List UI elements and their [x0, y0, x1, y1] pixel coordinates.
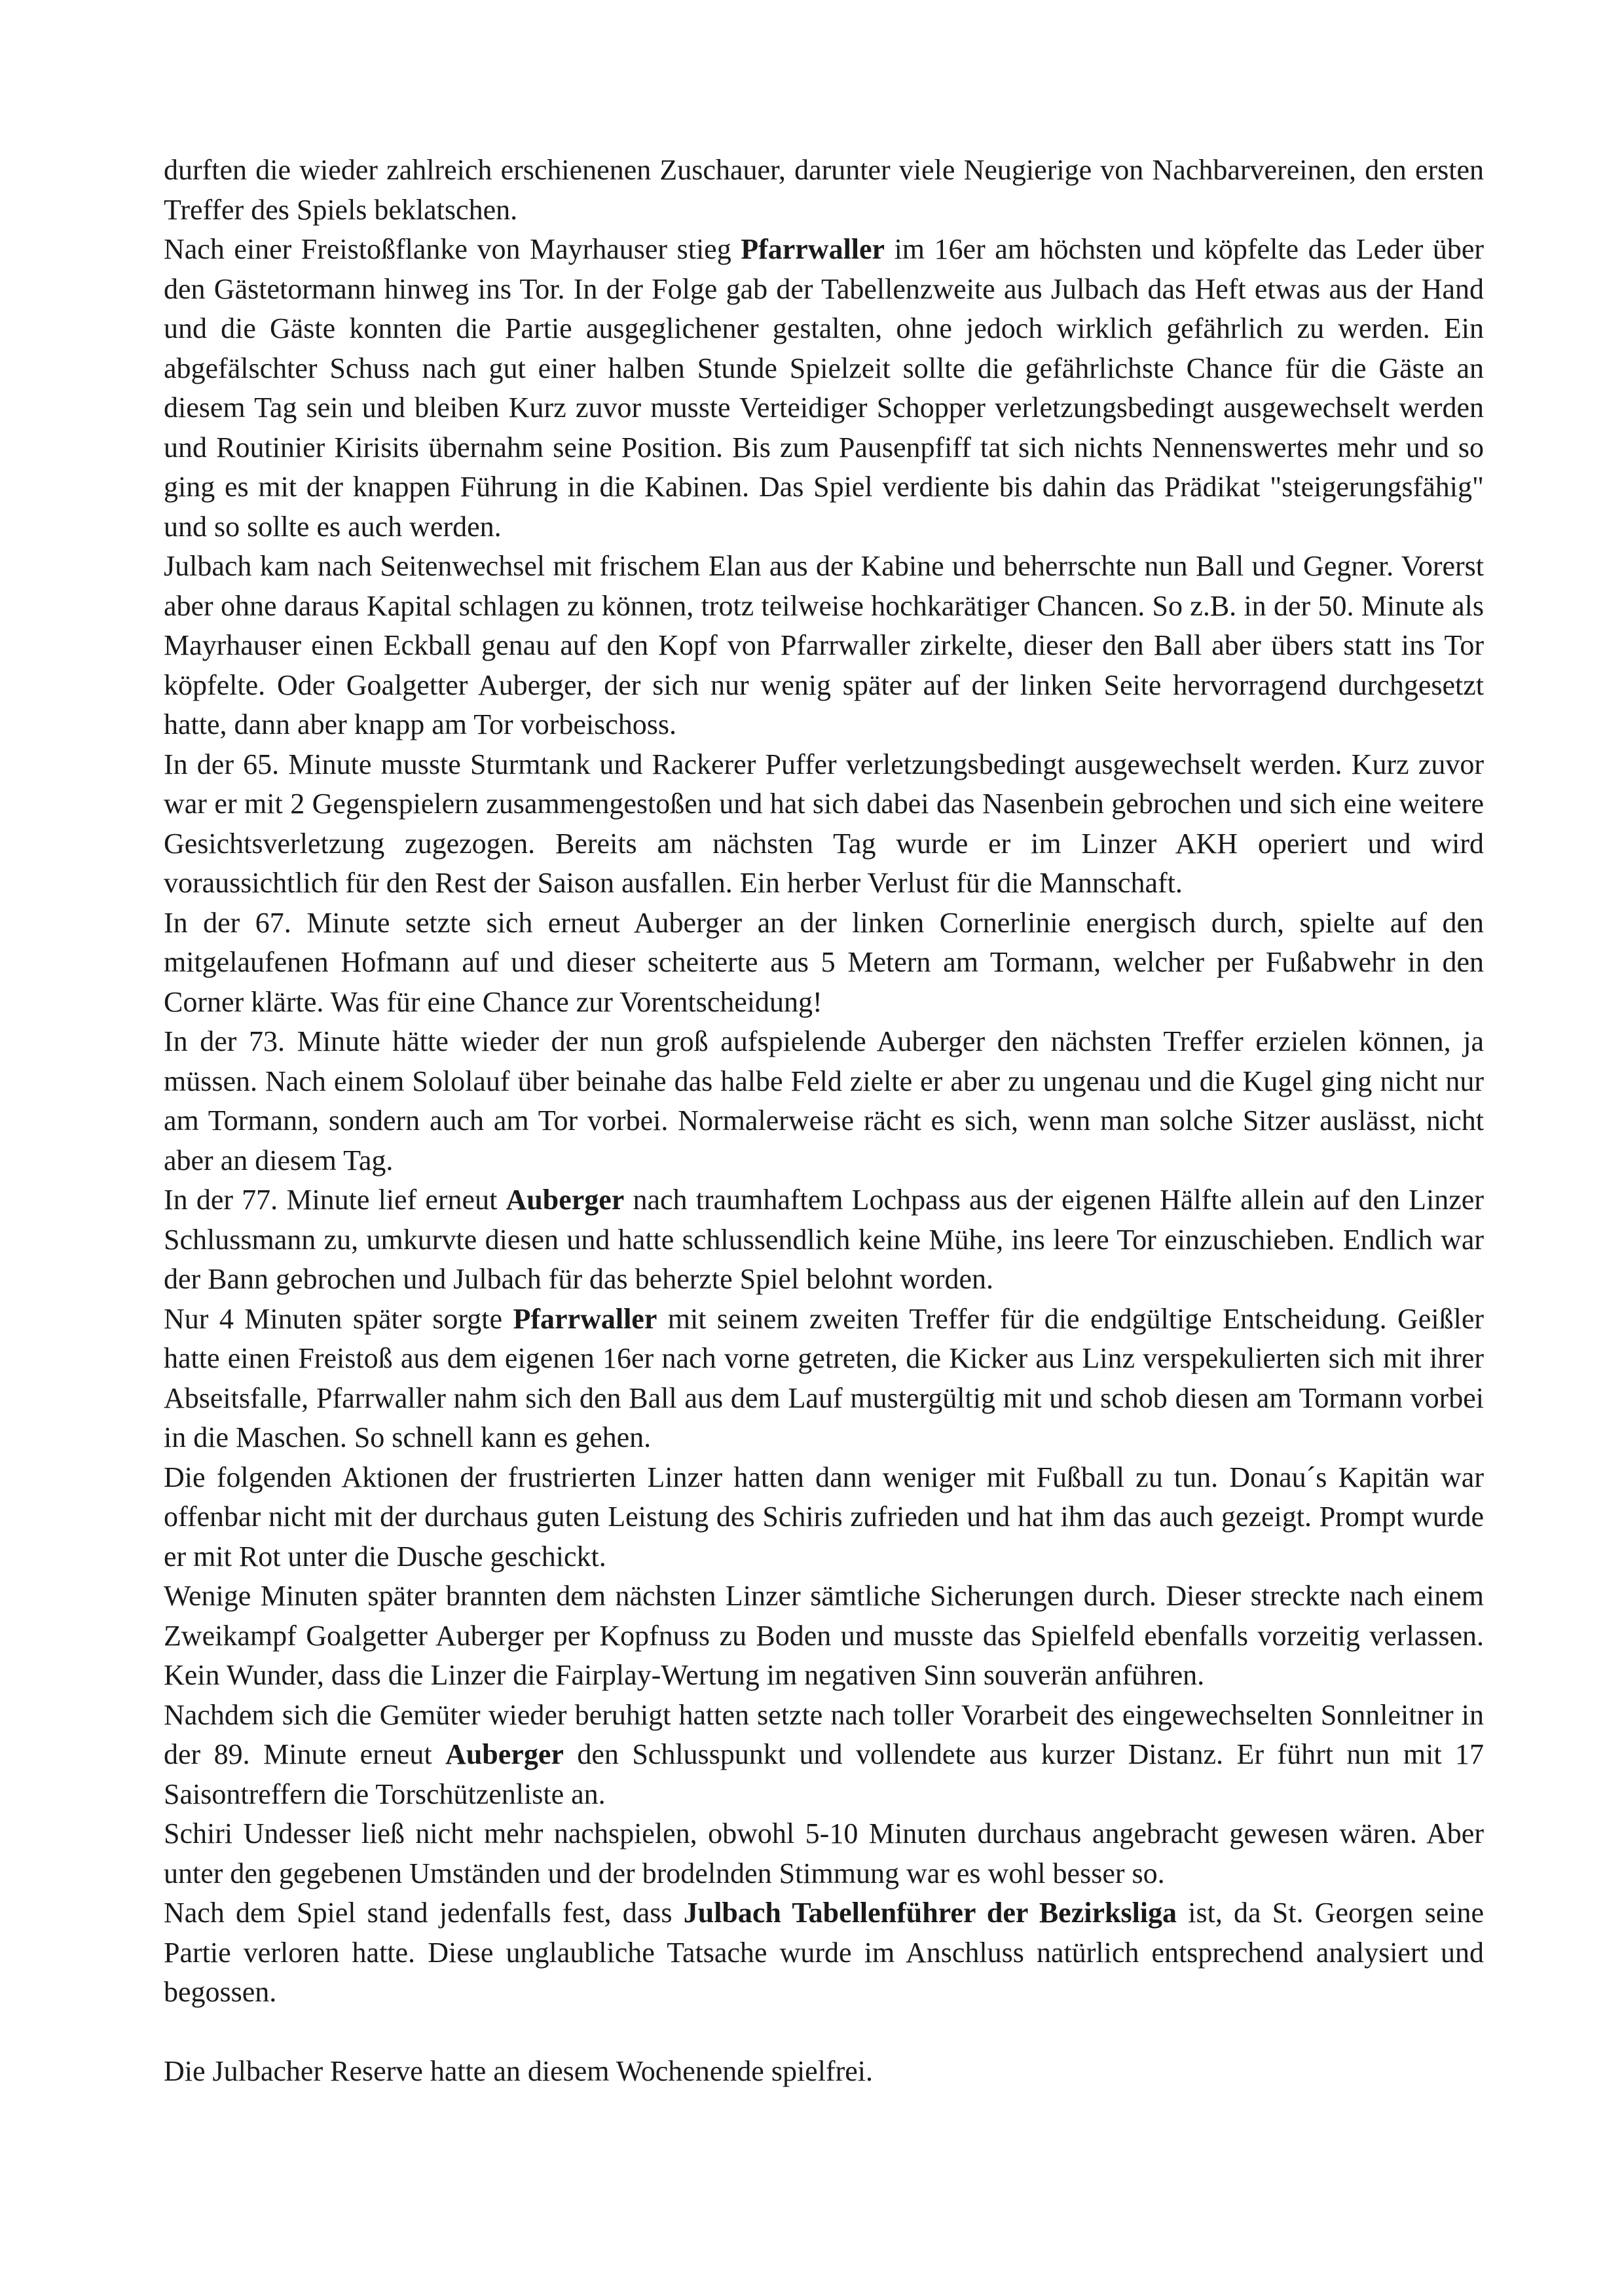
text-run: Nachdem sich die Gemüter wieder beruhigt hatten setzte nach toller Vorarbeit des eingewechselten Sonnleitner in der 89. Minute erneut	[164, 1698, 1484, 1770]
text-run: Die Julbacher Reserve hatte an diesem Wochenende spielfrei.	[164, 2054, 873, 2087]
paragraph-9	[164, 1458, 1484, 1577]
text-run: Wenige Minuten später brannten dem nächsten Linzer sämtliche Sicherungen durch. Dieser streckte nach einem Zweikampf Goalgetter Auberger per Kopfnuss zu Boden und musste das Spielfeld ebenfalls vorzeitig verlassen. Kein Wunder, dass die Linzer die Fairplay-Wertung im negativen Sinn souverän anführen.	[164, 1580, 1484, 1691]
text-run: mit seinem zweiten Treffer für die endgültige Entscheidung. Geißler hatte einen Freistoß aus dem eigenen 16er nach vorne getreten, die Kicker aus Linz verspekulierten sich mit ihrer Abseitsfalle, Pfarrwaller nahm sich den Ball aus dem Lauf mustergültig mit und schob diesen am Tormann vorbei in die Maschen. So schnell kann es gehen.	[164, 1302, 1484, 1453]
text-run: nach traumhaftem Lochpass aus der eigenen Hälfte allein auf den Linzer Schlussmann zu, umkurvte diesen und hatte schlussendlich keine Mühe, ins leere Tor einzuschieben. Endlich war der Bann gebrochen und Julbach für das beherzte Spiel belohnt worden.	[164, 1184, 1484, 1295]
paragraph-2	[164, 230, 1484, 547]
text-run: In der 65. Minute musste Sturmtank und Rackerer Puffer verletzungsbedingt ausgewechselt werden. Kurz zuvor war er mit 2 Gegenspielern zusammengestoßen und hat sich dabei das Nasenbein gebrochen und sich eine weitere Gesichtsverletzung zugezogen. Bereits am nächsten Tag wurde er im Linzer AKH operiert und wird voraussichtlich für den Rest der Saison ausfallen. Ein herber Verlust für die Mannschaft.	[164, 748, 1484, 899]
text-run: im 16er am höchsten und köpfelte das Leder über den Gästetormann hinweg ins Tor. In der Folge gab der Tabellenzweite aus Julbach das Heft etwas aus der Hand und die Gäste konnten die Partie ausgeglichener gestalten, ohne jedoch wirklich gefährlich zu werden. Ein abgefälschter Schuss nach gut einer halben Stunde Spielzeit sollte die gefährlichste Chance für die Gäste an diesem Tag sein und bleiben Kurz zuvor musste Verteidiger Schopper verletzungsbedingt ausgewechselt werden und Routinier Kirisits übernahm seine Position. Bis zum Pausenpfiff tat sich nichts Nennenswertes mehr und so ging es mit der knappen Führung in die Kabinen. Das Spiel verdiente bis dahin das Prädikat "steigerungsfähig" und so sollte es auch werden.	[164, 233, 1484, 543]
paragraph-7	[164, 1180, 1484, 1300]
paragraph-6	[164, 1022, 1484, 1180]
paragraph-4	[164, 745, 1484, 903]
player-name-bold: Auberger	[506, 1184, 625, 1216]
player-name-bold: Auberger	[445, 1738, 564, 1770]
text-run: durften die wieder zahlreich erschienenen Zuschauer, darunter viele Neugierige von Nachbarvereinen, den ersten Treffer des Spiels beklatschen.	[164, 154, 1484, 226]
text-run: In der 77. Minute lief erneut	[164, 1184, 506, 1216]
paragraph-12	[164, 1814, 1484, 1893]
player-name-bold: Pfarrwaller	[513, 1302, 657, 1335]
text-run: den Schlusspunkt und vollendete aus kurzer Distanz. Er führt nun mit 17 Saisontreffern die Torschützenliste an.	[164, 1738, 1485, 1810]
paragraph-8	[164, 1300, 1484, 1458]
paragraph-1	[164, 151, 1484, 230]
player-name-bold: Pfarrwaller	[741, 233, 885, 265]
text-run: Die folgenden Aktionen der frustrierten Linzer hatten dann weniger mit Fußball zu tun. Donau´s Kapitän war offenbar nicht mit der durchaus guten Leistung des Schiris zufrieden und hat ihm das auch gezeigt. Prompt wurde er mit Rot unter die Dusche geschickt.	[164, 1461, 1484, 1573]
article-body	[164, 151, 1484, 2091]
text-run: Schiri Undesser ließ nicht mehr nachspielen, obwohl 5-10 Minuten durchaus angebracht gewesen wären. Aber unter den gegebenen Umständen und der brodelnden Stimmung war es wohl besser so.	[164, 1817, 1484, 1889]
paragraph-11	[164, 1696, 1484, 1815]
league-leader-bold: Julbach Tabellenführer der Bezirksliga	[683, 1897, 1177, 1929]
text-run: Julbach kam nach Seitenwechsel mit frischem Elan aus der Kabine und beherrschte nun Ball und Gegner. Vorerst aber ohne daraus Kapital schlagen zu können, trotz teilweise hochkarätiger Chancen. So z.B. in der 50. Minute als Mayrhauser einen Eckball genau auf den Kopf von Pfarrwaller zirkelte, dieser den Ball aber übers statt ins Tor köpfelte. Oder Goalgetter Auberger, der sich nur wenig später auf der linken Seite hervorragend durchgesetzt hatte, dann aber knapp am Tor vorbeischoss.	[164, 550, 1484, 740]
text-run: In der 73. Minute hätte wieder der nun groß aufspielende Auberger den nächsten Treffer erzielen können, ja müssen. Nach einem Sololauf über beinahe das halbe Feld zielte er aber zu ungenau und die Kugel ging nicht nur am Tormann, sondern auch am Tor vorbei. Normalerweise rächt es sich, wenn man solche Sitzer auslässt, nicht aber an diesem Tag.	[164, 1025, 1484, 1176]
paragraph-13	[164, 1893, 1484, 2013]
text-run: ist, da St. Georgen seine Partie verloren hatte. Diese unglaubliche Tatsache wurde im Anschluss natürlich entsprechend analysiert und begossen.	[164, 1897, 1484, 2008]
text-run: Nach dem Spiel stand jedenfalls fest, dass	[164, 1897, 684, 1929]
text-run: Nur 4 Minuten später sorgte	[164, 1302, 513, 1335]
text-run: In der 67. Minute setzte sich erneut Auberger an der linken Cornerlinie energisch durch, spielte auf den mitgelaufenen Hofmann auf und dieser scheiterte aus 5 Metern am Tormann, welcher per Fußabwehr in den Corner klärte. Was für eine Chance zur Vorentscheidung!	[164, 906, 1484, 1018]
paragraph-10	[164, 1576, 1484, 1696]
paragraph-14	[164, 2052, 1484, 2092]
paragraph-3	[164, 547, 1484, 745]
paragraph-5	[164, 903, 1484, 1023]
text-run: Nach einer Freistoßflanke von Mayrhauser stieg	[164, 233, 741, 265]
